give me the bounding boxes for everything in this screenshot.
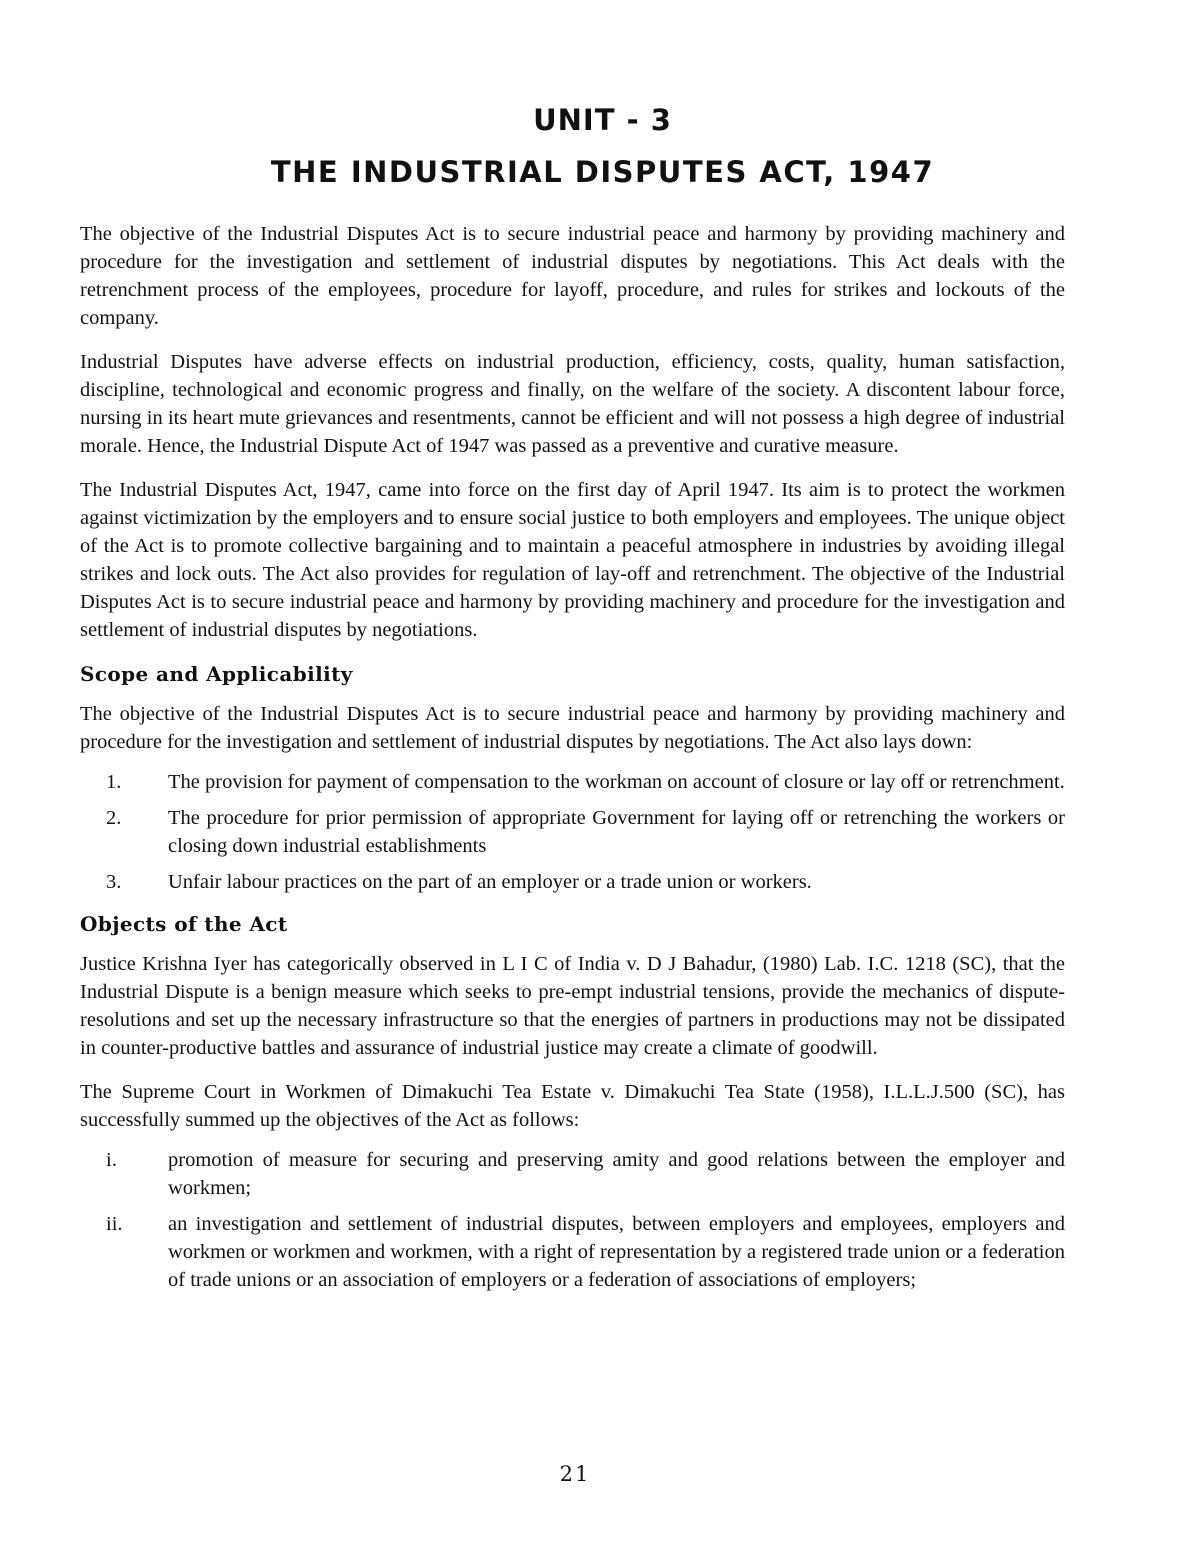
list-number: 3. <box>106 871 122 893</box>
document-page <box>80 100 1065 1308</box>
scope-list <box>80 768 1065 896</box>
intro-paragraph-3: The Industrial Disputes Act, 1947, came into force on the first day of April 1947. Its aim is to protect the workmen against victimization by the employers and to ensure social justice to both employers and employees. The unique object of the Act is to promote collective bargaining and to maintain a peaceful atmosphere in industries by avoiding illegal strikes and lock outs. The Act also provides for regulation of lay-off and retrenchment. The objective of the Industrial Disputes Act is to secure industrial peace and harmony by providing machinery and procedure for the investigation and settlement of industrial disputes by negotiations. <box>80 479 1065 641</box>
objects-paragraph-2: The Supreme Court in Workmen of Dimakuchi Tea Estate v. Dimakuchi Tea State (1958), I.L.L.J.500 (SC), has successfully summed up the objectives of the Act as follows: <box>80 1081 1065 1131</box>
objects-list <box>80 1146 1065 1294</box>
list-text: an investigation and settlement of industrial disputes, between employers and employees, employers and workmen or workmen and workmen, with a right of representation by a registered trade union or a federation of trade unions or an association of employers or a federation of associations of employers; <box>168 1213 1065 1291</box>
objects-heading: Objects of the Act <box>80 912 288 936</box>
list-text: promotion of measure for securing and preserving amity and good relations between the employer and workmen; <box>168 1149 1065 1199</box>
list-item <box>80 804 1065 860</box>
list-item <box>80 1210 1065 1294</box>
list-number: 2. <box>106 807 122 829</box>
page-title: THE INDUSTRIAL DISPUTES ACT, 1947 <box>270 155 935 189</box>
list-item <box>80 768 1065 796</box>
list-text: The procedure for prior permission of appropriate Government for laying off or retrenching the workers or closing down industrial establishments <box>168 807 1065 857</box>
list-text: Unfair labour practices on the part of an employer or a trade union or workers. <box>168 871 812 893</box>
list-text: The provision for payment of compensation to the workman on account of closure or lay off or retrenchment. <box>168 771 1065 793</box>
page-number: 21 <box>559 1462 591 1486</box>
scope-heading: Scope and Applicability <box>80 662 353 686</box>
list-item <box>80 868 1065 896</box>
intro-paragraph-2: Industrial Disputes have adverse effects on industrial production, efficiency, costs, quality, human satisfaction, discipline, technological and economic progress and finally, on the welfare of the society. A discontent labour force, nursing in its heart mute grievances and resentments, cannot be efficient and will not possess a high degree of industrial morale. Hence, the Industrial Dispute Act of 1947 was passed as a preventive and curative measure. <box>80 351 1065 457</box>
list-number: ii. <box>106 1213 123 1235</box>
intro-paragraph-1: The objective of the Industrial Disputes Act is to secure industrial peace and harmony by providing machinery and procedure for the investigation and settlement of industrial disputes by negotiations. This Act deals with the retrenchment process of the employees, procedure for layoff, procedure, and rules for strikes and lockouts of the company. <box>80 223 1065 329</box>
scope-paragraph: The objective of the Industrial Disputes Act is to secure industrial peace and harmony by providing machinery and procedure for the investigation and settlement of industrial disputes by negotiations. The Act also lays down: <box>80 703 1065 753</box>
objects-paragraph-1: Justice Krishna Iyer has categorically observed in L I C of India v. D J Bahadur, (1980) Lab. I.C. 1218 (SC), that the Industrial Dispute is a benign measure which seeks to pre-empt industrial tensions, provide the mechanics of dispute-resolutions and set up the necessary infrastructure so that the energies of partners in productions may not be dissipated in counter-productive battles and assurance of industrial justice may create a climate of goodwill. <box>80 953 1065 1059</box>
list-number: 1. <box>106 771 122 793</box>
unit-heading: UNIT - 3 <box>533 103 672 137</box>
list-item <box>80 1146 1065 1202</box>
list-number: i. <box>106 1149 117 1171</box>
